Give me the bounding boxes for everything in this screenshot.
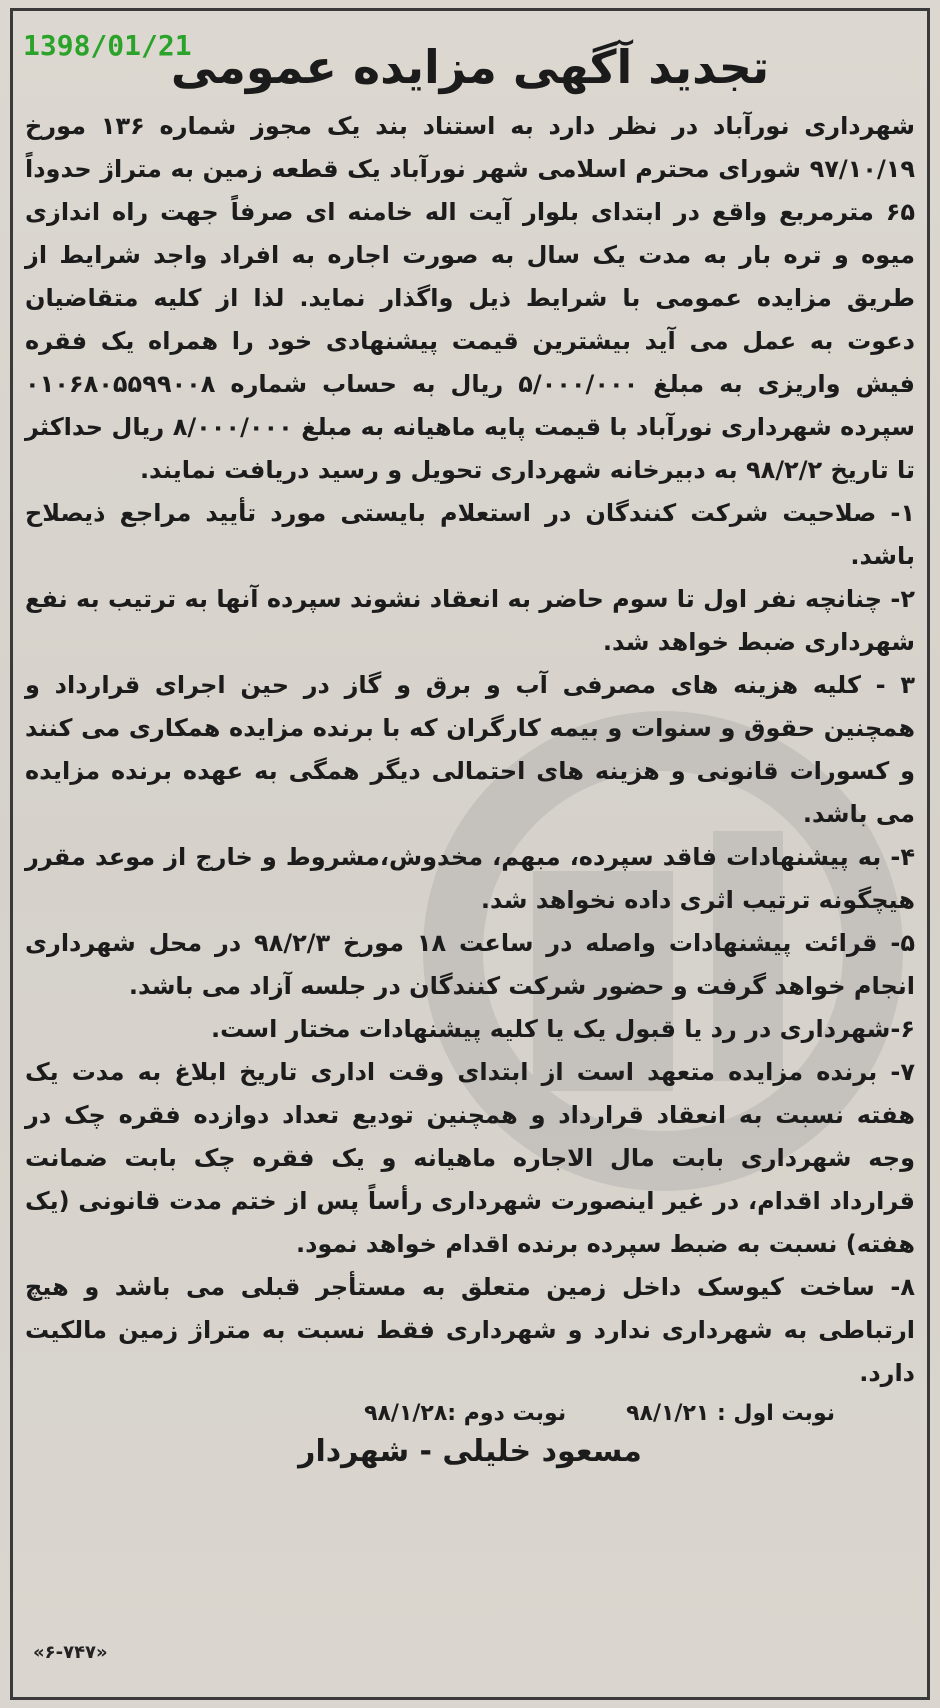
publication-turns xyxy=(25,1401,915,1426)
condition-item: ۸- ساخت کیوسک داخل زمین متعلق به مستأجر قبلی می باشد و هیچ ارتباطی به شهرداری ندارد و شهرداری فقط نسبت به متراژ زمین مالکیت دارد. xyxy=(25,1273,915,1387)
ad-code: «۶-۷۴۷» xyxy=(33,1642,108,1663)
notice-title: تجدید آگهی مزایده عمومی xyxy=(170,40,770,94)
condition-item: ۷- برنده مزایده متعهد است از ابتدای وقت اداری تاریخ ابلاغ به مدت یک هفته نسبت به انعقاد قرارداد و همچنین تودیع تعداد دوازده فقره چک در وجه شهرداری بابت مال الاجاره ماهیانه و یک فقره چک بابت ضمانت قرارداد اقدام، در غیر اینصورت شهرداری رأساً پس از ختم مدت قانونی (یک هفته) نسبت به ضبط سپرده برنده اقدام خواهد نمود. xyxy=(25,1058,915,1258)
condition-item: ۱- صلاحیت شرکت کنندگان در استعلام بایستی مورد تأیید مراجع ذیصلاح باشد. xyxy=(25,499,915,570)
condition-item: ۲- چنانچه نفر اول تا سوم حاضر به انعقاد نشوند سپرده آنها به ترتیب به نفع شهرداری ضبط خواهد شد. xyxy=(25,585,915,656)
condition-item: ۳ - کلیه هزینه های مصرفی آب و برق و گاز در حین اجرای قرارداد و همچنین حقوق و سنوات و بیمه کارگران که با برنده مزایده همکاری می کنند و کسورات قانونی و هزینه های احتمالی دیگر همگی به عهده برنده مزایده می باشد. xyxy=(25,671,915,828)
turn-first: نوبت اول : ۹۸/۱/۲۱ xyxy=(626,1401,835,1426)
condition-item: ۵- قرائت پیشنهادات واصله در ساعت ۱۸ مورخ ۹۸/۲/۳ در محل شهرداری انجام خواهد گرفت و حضور شرکت کنندگان در جلسه آزاد می باشد. xyxy=(25,929,915,1000)
date-stamp: 1398/01/21 xyxy=(23,29,192,62)
signature: مسعود خلیلی - شهردار xyxy=(298,1434,642,1469)
condition-item: ۶-شهرداری در رد یا قبول یک یا کلیه پیشنهادات مختار است. xyxy=(211,1015,915,1043)
conditions-list xyxy=(25,492,915,1395)
turn-second: نوبت دوم :۹۸/۱/۲۸ xyxy=(364,1401,567,1426)
condition-item: ۴- به پیشنهادات فاقد سپرده، مبهم، مخدوش،مشروط و خارج از موعد مقرر هیچگونه ترتیب اثری داده نخواهد شد. xyxy=(25,843,915,914)
notice-body xyxy=(25,105,915,1395)
notice-frame xyxy=(10,8,930,1700)
notice-intro: شهرداری نورآباد در نظر دارد به استناد بند یک مجوز شماره ۱۳۶ مورخ ۹۷/۱۰/۱۹ شورای محترم اسلامی شهر نورآباد یک قطعه زمین به متراژ حدوداً ۶۵ مترمربع واقع در ابتدای بلوار آیت اله خامنه ای صرفاً جهت راه اندازی میوه و تره بار به مدت یک سال به صورت اجاره به افراد واجد شرایط از طریق مزایده عمومی با شرایط ذیل واگذار نماید. لذا از کلیه متقاضیان دعوت به عمل می آید بیشترین قیمت پیشنهادی خود را همراه یک فقره فیش واریزی به مبلغ ۵/۰۰۰/۰۰۰ ریال به حساب شماره ۰۱۰۶۸۰۵۵۹۹۰۰۸ سپرده شهرداری نورآباد با قیمت پایه ماهیانه به مبلغ ۸/۰۰۰/۰۰۰ ریال حداکثر تا تاریخ ۹۸/۲/۲ به دبیرخانه شهرداری تحویل و رسید دریافت نمایند. xyxy=(25,112,915,484)
notice-footer xyxy=(25,1401,915,1469)
